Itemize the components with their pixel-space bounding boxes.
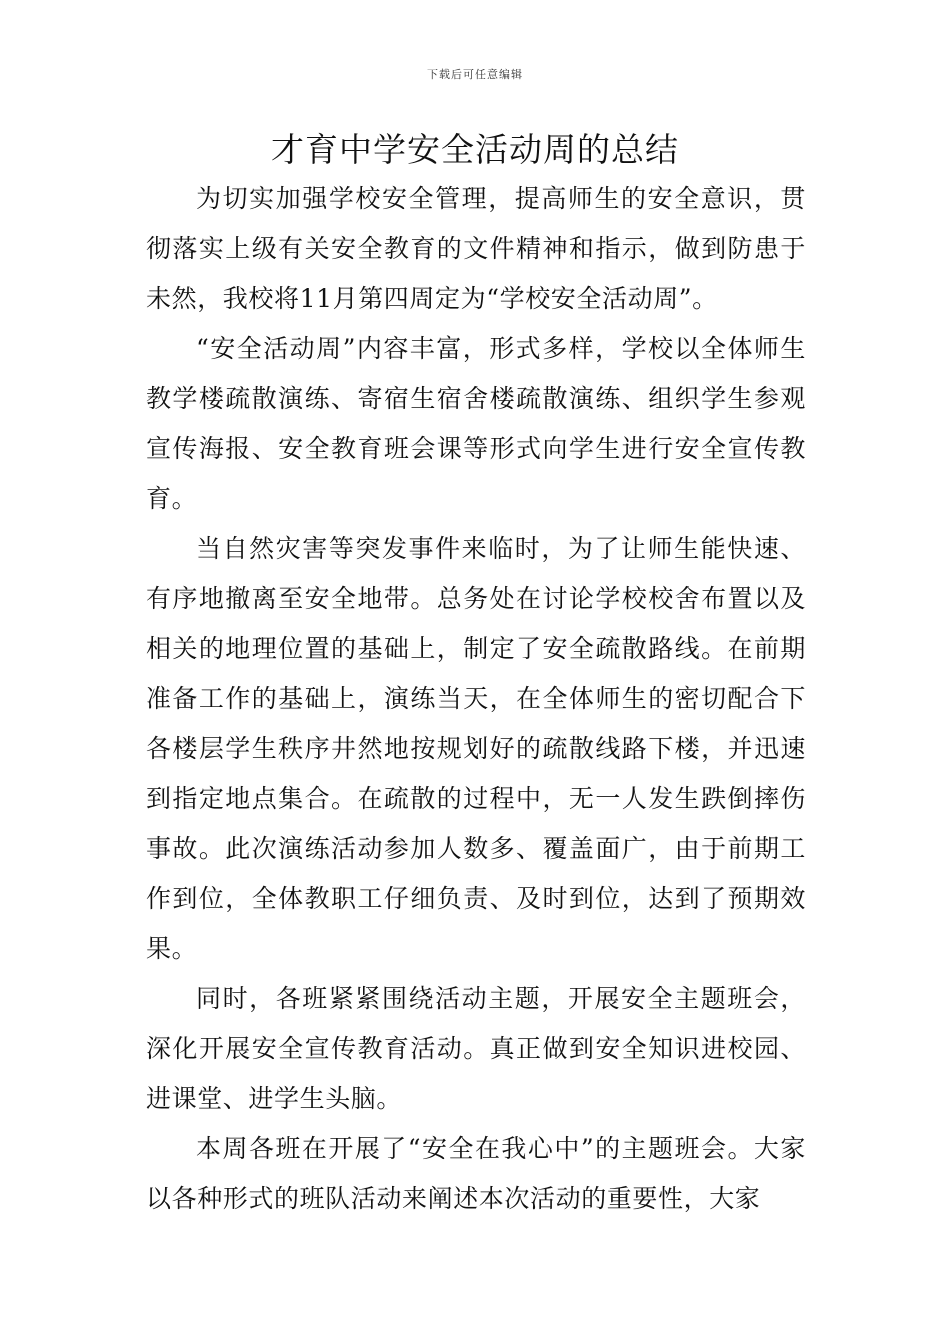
document-title: 才育中学安全活动周的总结 [271,130,679,169]
header-note: 下载后可任意编辑 [427,68,523,81]
paragraph-1: 为切实加强学校安全管理，提高师生的安全意识，贯彻落实上级有关安全教育的文件精神和指示，做到防患于未然，我校将11月第四周定为“学校安全活动周”。 [146,184,806,313]
paragraph-2: “安全活动周”内容丰富，形式多样，学校以全体师生教学楼疏散演练、寄宿生宿舍楼疏散演练、组织学生参观宣传海报、安全教育班会课等形式向学生进行安全宣传教育。 [146,334,806,513]
paragraph-4: 同时，各班紧紧围绕活动主题，开展安全主题班会，深化开展安全宣传教育活动。真正做到安全知识进校园、进课堂、进学生头脑。 [146,984,806,1113]
paragraph-3: 当自然灾害等突发事件来临时，为了让师生能快速、有序地撤离至安全地带。总务处在讨论学校校舍布置以及相关的地理位置的基础上，制定了安全疏散路线。在前期准备工作的基础上，演练当天，在全体师生的密切配合下各楼层学生秩序井然地按规划好的疏散线路下楼，并迅速到指定地点集合。在疏散的过程中，无一人发生跌倒摔伤事故。此次演练活动参加人数多、覆盖面广，由于前期工作到位，全体教职工仔细负责、及时到位，达到了预期效果。 [146,534,806,963]
document-body [146,174,806,1224]
paragraph-5: 本周各班在开展了“安全在我心中”的主题班会。大家以各种形式的班队活动来阐述本次活动的重要性，大家 [146,1134,806,1213]
